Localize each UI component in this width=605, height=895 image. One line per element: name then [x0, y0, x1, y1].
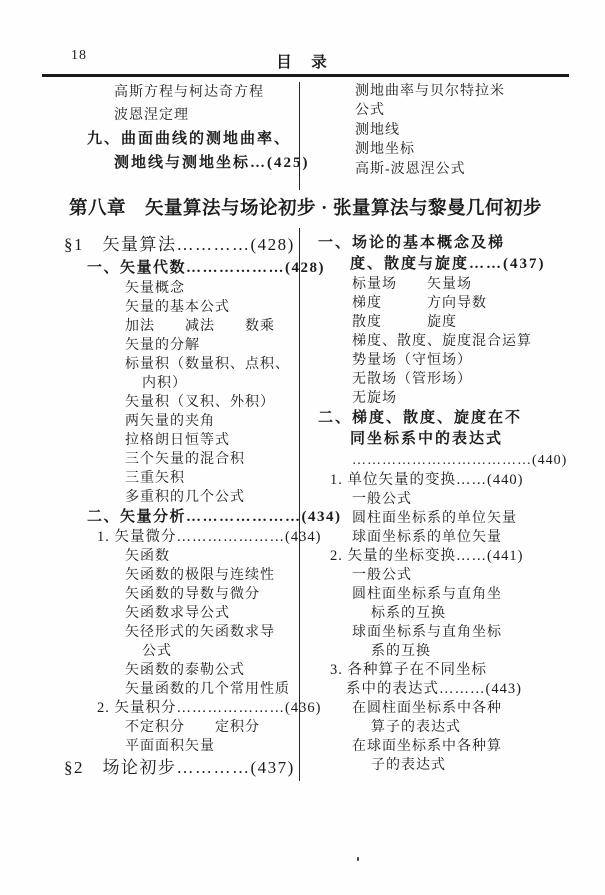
toc-entry: 一般公式: [352, 568, 412, 583]
toc-entry: 梯度 方向导数: [352, 296, 487, 311]
toc-entry: 不定积分 定积分: [125, 720, 260, 735]
toc-entry: 矢量的分解: [125, 338, 200, 353]
toc-entry: 公式: [142, 644, 172, 659]
toc-entry: 矢量函数的几个常用性质: [125, 682, 290, 697]
top-right-column: [300, 82, 569, 190]
toc-entry: 一、场论的基本概念及梯: [318, 235, 506, 251]
header-rule: [42, 74, 569, 77]
toc-entry: 矢量概念: [125, 281, 185, 296]
toc-entry: 矢函数的导数与微分: [125, 587, 260, 602]
toc-entry: 矢径形式的矢函数求导: [125, 625, 275, 640]
toc-entry: ………………………………(440): [352, 453, 568, 468]
toc-entry: 波恩涅定理: [114, 107, 189, 123]
toc-entry: 测地曲率与贝尔特拉米: [355, 84, 505, 99]
toc-entry: 测地线与测地坐标…(425): [114, 154, 310, 171]
top-section: [42, 82, 569, 190]
top-left-column: [42, 82, 310, 190]
toc-entry: 在球面坐标系中各种算: [352, 739, 502, 754]
toc-entry: 矢函数求导公式: [125, 606, 230, 621]
toc-entry: §1 矢量算法…………(428): [64, 235, 295, 254]
toc-entry: 圆柱面坐标系与直角坐: [352, 587, 502, 602]
toc-entry: 无旋场: [352, 391, 397, 406]
toc-entry: 系中的表达式………(443): [346, 681, 522, 697]
toc-entry: §2 场论初步…………(437): [64, 758, 295, 777]
toc-entry: 圆柱面坐标系的单位矢量: [352, 511, 517, 526]
toc-entry: 1. 单位矢量的变换……(440): [330, 472, 524, 488]
toc-entry: 2. 矢量积分…………………(436): [97, 700, 322, 716]
toc-entry: 系的互换: [371, 644, 431, 659]
toc-entry: 梯度、散度、旋度混合运算: [352, 334, 532, 349]
toc-entry: 矢函数的泰勒公式: [125, 663, 245, 678]
toc-entry: 球面坐标系与直角坐标: [352, 625, 502, 640]
toc-entry: 同坐标系中的表达式: [350, 431, 504, 447]
toc-entry: 高斯-波恩涅公式: [355, 161, 466, 177]
toc-entry: 多重积的几个公式: [125, 490, 245, 505]
toc-entry: 矢量积（叉积、外积）: [125, 395, 275, 410]
toc-entry: 散度 旋度: [352, 315, 457, 330]
toc-entry: 测地线: [355, 122, 400, 138]
scan-speck: [357, 857, 359, 861]
main-right-column: [300, 228, 569, 781]
toc-entry: 平面面积矢量: [125, 739, 215, 754]
page-title: 目 录: [276, 54, 329, 71]
toc-entry: 标系的互换: [371, 606, 446, 621]
toc-entry: 高斯方程与柯达奇方程: [114, 85, 264, 100]
page-number: 18: [71, 48, 87, 63]
toc-entry: 公式: [355, 103, 385, 119]
toc-entry: 矢函数: [125, 549, 170, 564]
chapter-heading: 第八章 矢量算法与场论初步 · 张量算法与黎曼几何初步: [69, 199, 542, 219]
toc-entry: 测地坐标: [355, 142, 415, 158]
toc-entry: 加法 减法 数乘: [125, 319, 275, 334]
toc-entry: 势量场（守恒场）: [352, 353, 472, 368]
toc-entry: 内积）: [142, 376, 187, 391]
main-section: [42, 228, 569, 781]
toc-entry: 标量积（数量积、点积、: [125, 357, 290, 372]
toc-entry: 一般公式: [352, 492, 412, 507]
toc-entry: 3. 各种算子在不同坐标: [330, 662, 487, 678]
toc-entry: 1. 矢量微分…………………(434): [97, 529, 322, 545]
toc-entry: 二、梯度、散度、旋度在不: [318, 410, 523, 426]
toc-entry: 矢函数的极限与连续性: [125, 568, 275, 583]
toc-entry: 球面坐标系的单位矢量: [352, 530, 502, 545]
toc-entry: 矢量的基本公式: [125, 300, 230, 315]
toc-entry: 三重矢积: [125, 471, 185, 486]
toc-entry: 三个矢量的混合积: [125, 452, 245, 467]
toc-entry: 无散场（管形场）: [352, 372, 472, 387]
toc-entry: 二、矢量分析…………………(434): [87, 509, 342, 525]
toc-entry: 一、矢量代数………………(428): [87, 260, 325, 276]
toc-entry: 2. 矢量的坐标变换……(441): [330, 548, 524, 564]
toc-entry: 度、散度与旋度……(437): [350, 256, 546, 272]
toc-entry: 在圆柱面坐标系中各种: [352, 701, 502, 716]
main-left-column: [42, 228, 342, 781]
toc-entry: 拉格朗日恒等式: [125, 433, 230, 448]
toc-entry: 两矢量的夹角: [125, 414, 215, 429]
toc-entry: 标量场 矢量场: [352, 277, 472, 292]
toc-entry: 算子的表达式: [371, 720, 461, 735]
toc-entry: 九、曲面曲线的测地曲率、: [87, 131, 292, 147]
toc-entry: 子的表达式: [371, 758, 446, 773]
